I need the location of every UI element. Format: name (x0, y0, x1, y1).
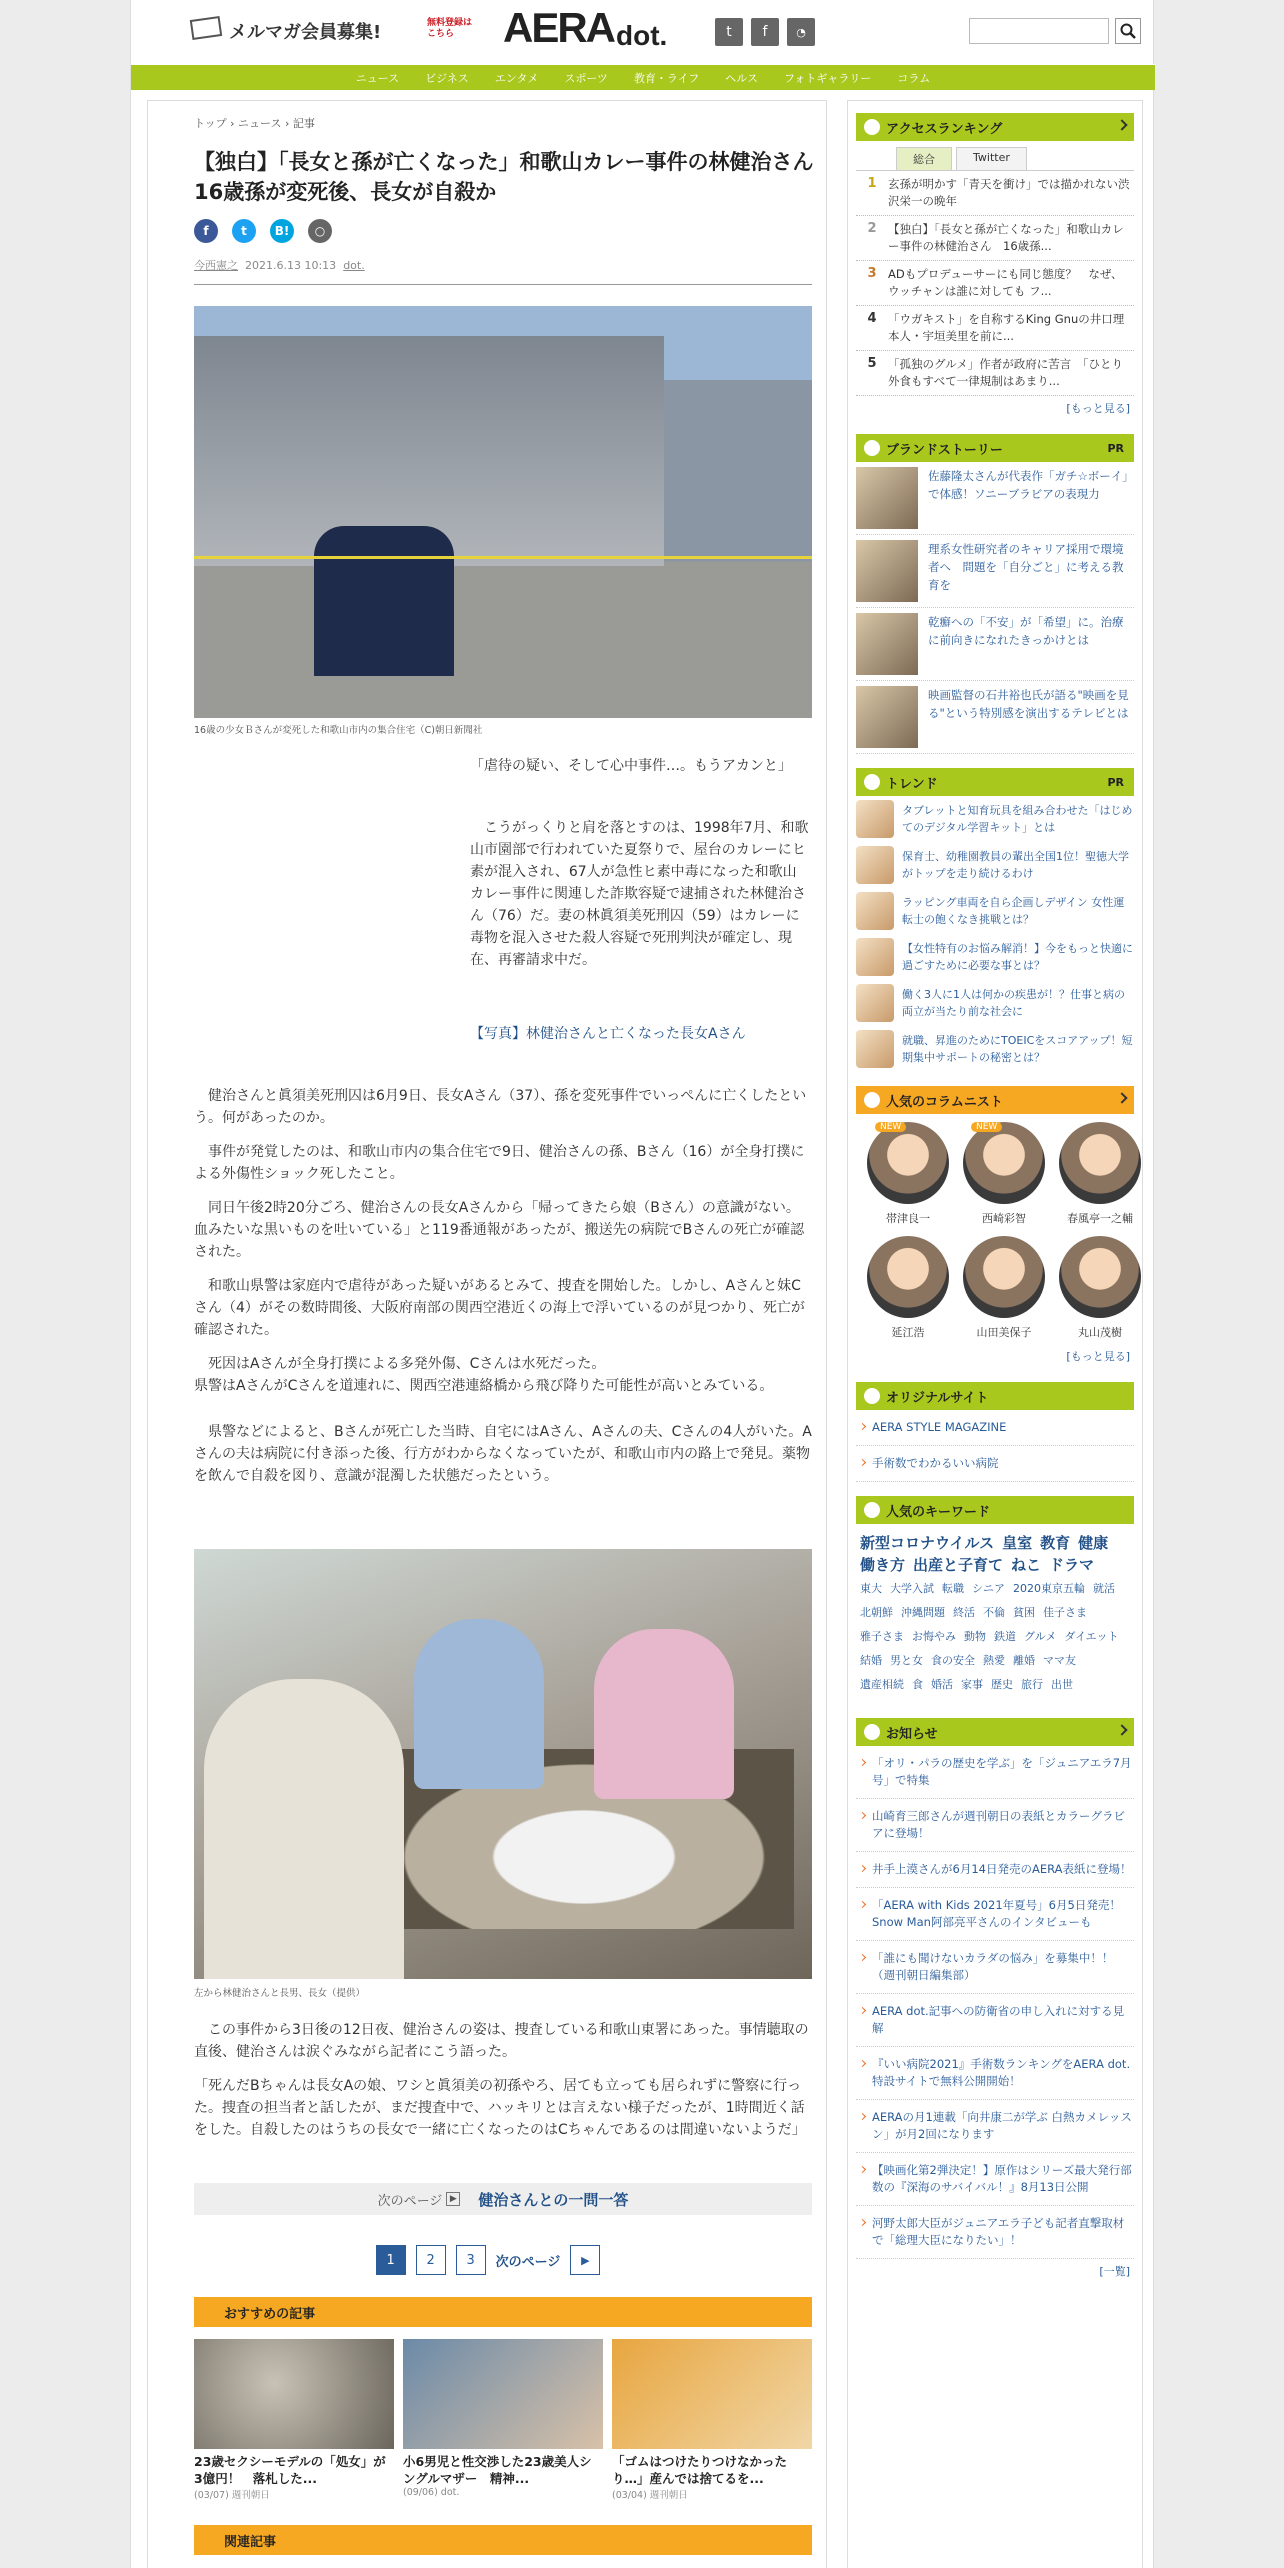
keyword-link[interactable]: 遺産相続 (860, 1678, 904, 1691)
trend-header (856, 768, 1134, 796)
brand-story-item[interactable] (856, 535, 1134, 608)
notice-link[interactable]: 『いい病院2021』手術数ランキングをAERA dot.特設サイトで無料公開開始！ (856, 2047, 1134, 2100)
columnist-avatar (867, 1236, 949, 1318)
trend-box (856, 768, 1134, 1072)
site-header (131, 0, 1155, 64)
columnist-name: 春風亭一之輔 (1067, 1212, 1133, 1225)
card-2-image (403, 2339, 603, 2449)
keyword-link[interactable]: 終活 (953, 1606, 975, 1619)
original-header (856, 1382, 1134, 1410)
next-page-arrow-icon[interactable]: ▶ (570, 2245, 600, 2275)
brand-thumbnail (856, 686, 918, 748)
logo-sub: dot. (616, 20, 668, 51)
pr-label: PR (1107, 775, 1124, 789)
card-3-image (612, 2339, 812, 2449)
columnist-item[interactable] (860, 1236, 956, 1340)
target-icon (864, 1502, 880, 1518)
card-1-image (194, 2339, 394, 2449)
original-title: オリジナルサイト (886, 1390, 989, 1406)
person-center (414, 1619, 544, 1789)
paragraph-9: この事件から3日後の12日夜、健治さんの姿は、捜査している和歌山東署にあった。事情聴取の直後、健治さんは涙ぐみながら記者にこう語った。 (194, 2022, 809, 2060)
keyword-link[interactable]: シニア (972, 1582, 1005, 1595)
trend-title: 就職、昇進のためにTOEICをスコアアップ！短期集中サポートの秘密とは？ (902, 1034, 1133, 1064)
photo-2-caption: 左から林健治さんと長男、長女（提供） (194, 1988, 366, 1999)
trend-title: トレンド (886, 776, 938, 792)
register-link[interactable]: 無料登録は こちら (427, 18, 473, 39)
next-page-banner[interactable] (194, 2183, 812, 2215)
trend-item[interactable] (856, 980, 1134, 1026)
related-header (194, 2525, 812, 2555)
keyword-link[interactable]: 東大 (860, 1582, 882, 1595)
columnist-name: 山田美保子 (976, 1326, 1032, 1339)
keyword-link[interactable]: 鉄道 (994, 1630, 1016, 1643)
columnist-avatar (1059, 1236, 1141, 1318)
trend-title: ラッピング車両を自ら企画しデザイン 女性運転士の飽くなき挑戦とは？ (902, 896, 1125, 926)
notice-link[interactable]: 【映画化第2弾決定！】原作はシリーズ最大発行部数の『深海のサバイバル！』8月13日公開 (856, 2153, 1134, 2206)
trend-item[interactable] (856, 888, 1134, 934)
keyword-link[interactable]: お悔やみ (912, 1630, 956, 1643)
columnist-header[interactable] (856, 1086, 1134, 1114)
notice-link[interactable]: AERA dot.記事への防衛省の申し入れに対する見解 (856, 1994, 1134, 2047)
keyword-link[interactable]: 歴史 (991, 1678, 1013, 1691)
paragraph-4: 事件が発覚したのは、和歌山市内の集合住宅で9日、健治さんの孫、Bさん（16）が全身打撲による外傷性ショック死したこと。 (194, 1144, 805, 1182)
recommend-title: おすすめの記事 (224, 2306, 316, 2322)
brand-story-box (856, 434, 1134, 754)
columnist-item[interactable] (956, 1122, 1052, 1226)
search-input[interactable] (969, 18, 1109, 44)
photo-1-caption: 16歳の少女Ｂさんが変死した和歌山市内の集合住宅（C)朝日新聞社 (194, 725, 483, 736)
nav-item[interactable]: コラム (897, 72, 931, 85)
article-photo-2[interactable] (194, 1549, 812, 1979)
columnist-name: 丸山茂樹 (1078, 1326, 1122, 1339)
page-2[interactable]: 2 (416, 2245, 446, 2275)
keyword-link[interactable]: 働き方 (860, 1556, 906, 1574)
keyword-link[interactable]: 出世 (1051, 1678, 1073, 1691)
keyword-link[interactable]: 貧困 (1013, 1606, 1035, 1619)
ranking-item[interactable] (856, 216, 1134, 261)
page-1[interactable]: 1 (376, 2245, 406, 2275)
notice-link[interactable]: 井手上漠さんが6月14日発売のAERA表紙に登場！ (856, 1852, 1134, 1888)
chevron-right-icon (1116, 119, 1127, 130)
brand-story-item[interactable] (856, 462, 1134, 535)
card-3-title: 「ゴムはつけたりつけなかったり…」産んでは捨てるを... (612, 2454, 788, 2486)
columnist-more-link[interactable]: [もっと見る] (1066, 1350, 1130, 1363)
columnist-name: 西崎彩智 (982, 1212, 1026, 1225)
keyword-link[interactable]: 就活 (1093, 1582, 1115, 1595)
twitter-share-icon[interactable]: t (232, 219, 256, 243)
keyword-link[interactable]: 動物 (964, 1630, 986, 1643)
keyword-link[interactable]: 家事 (961, 1678, 983, 1691)
ranking-title: アクセスランキング (886, 121, 1003, 137)
original-site-box (856, 1382, 1134, 1482)
author[interactable]: 今西憲之 (194, 259, 238, 272)
mailmag-link[interactable]: メルマガ会員募集! (229, 22, 382, 43)
columnist-name: 延江浩 (891, 1326, 925, 1339)
nav-item[interactable]: フォトギャラリー (783, 72, 872, 85)
keyword-link[interactable]: ママ友 (1043, 1654, 1076, 1667)
nav-item[interactable]: 教育・ライフ (633, 72, 700, 85)
ranking-list (856, 171, 1134, 396)
logo-main: AERA (503, 4, 615, 51)
notice-header[interactable] (856, 1718, 1134, 1746)
brand-story-item[interactable] (856, 681, 1134, 754)
brand-thumbnail (856, 613, 918, 675)
keyword-link[interactable]: 離婚 (1013, 1654, 1035, 1667)
brand-story-title: 佐藤隆太さんが代表作「ガチ☆ボーイ」で体感！ソニーブラビアの表現力 (928, 469, 1134, 501)
trend-thumbnail (856, 800, 894, 838)
article-photo-1[interactable] (194, 306, 812, 718)
notice-title: お知らせ (886, 1726, 938, 1742)
columnist-avatar (963, 1236, 1045, 1318)
notice-link[interactable]: 「オリ・パラの歴史を学ぶ」を「ジュニアエラ7月号」で特集 (856, 1746, 1134, 1799)
ranking-item-title: 【独白】「長女と孫が亡くなった」和歌山カレー事件の林健治さん 16歳孫... (888, 222, 1124, 253)
trend-item[interactable] (856, 796, 1134, 842)
columnist-item[interactable] (956, 1236, 1052, 1340)
rank-number: 1 (867, 176, 877, 191)
keyword-link[interactable]: 教育 (1040, 1534, 1071, 1552)
hatena-bookmark-icon[interactable]: B! (270, 219, 294, 243)
trend-thumbnail (856, 846, 894, 884)
trend-thumbnail (856, 984, 894, 1022)
pr-label: PR (1107, 441, 1124, 455)
trend-list (856, 796, 1134, 1072)
keyword-link[interactable]: 北朝鮮 (860, 1606, 893, 1619)
new-badge: NEW (971, 1122, 1002, 1132)
keyword-link[interactable]: 旅行 (1021, 1678, 1043, 1691)
keyword-link[interactable]: 結婚 (860, 1654, 882, 1667)
columnist-item[interactable] (1052, 1122, 1148, 1226)
paragraph-6: 和歌山県警は家庭内で虐待があった疑いがあるとみて、捜査を開始した。しかし、Aさんと妹Cさん（4）がその数時間後、大阪府南部の関西空港近くの海上で浮いているのが見つかり、死亡が確認された。 (194, 1278, 805, 1338)
nav-item[interactable]: ビジネス (425, 72, 469, 85)
comment-icon[interactable]: ○ (308, 219, 332, 243)
brand-header (856, 434, 1134, 462)
keyword-link[interactable]: 2020東京五輪 (1013, 1582, 1085, 1595)
new-badge: NEW (875, 1122, 906, 1132)
main-column (147, 100, 835, 2568)
trend-title: 保育士、幼稚園教員の輩出全国1位！聖徳大学がトップを走り続けるわけ (902, 850, 1129, 880)
brand-story-item[interactable] (856, 608, 1134, 681)
divider (194, 284, 812, 285)
global-nav (131, 64, 1155, 90)
nav-item[interactable]: ヘルス (725, 72, 758, 85)
pen-icon (864, 1092, 880, 1108)
ranking-item-title: 「孤独のグルメ」作者が政府に苦言 「ひとり外食もすべて一律規制はあまり... (888, 357, 1124, 388)
keyword-link[interactable]: グルメ (1024, 1630, 1057, 1643)
chevron-right-icon (1116, 1092, 1127, 1103)
ranking-item-title: 「ウガキスト」を自称するKing Gnuの井口理 本人・宇垣美里を前に... (888, 312, 1136, 343)
trend-title: 働く3人に1人は何かの疾患が！？仕事と病の両立が当たり前な社会に (902, 988, 1125, 1018)
trend-item[interactable] (856, 934, 1134, 980)
card-2-date: (09/06) dot. (403, 2487, 460, 2498)
recommend-card-2[interactable] (403, 2339, 603, 2498)
brand-story-title: 映画監督の石井裕也氏が語る"映画を見る"という特別感を演出するテレビとは (928, 688, 1129, 720)
rank-number: 3 (867, 266, 877, 281)
paragraph-5: 同日午後2時20分ごろ、健治さんの長女Aさんから「帰ってきたら娘（Bさん）の意識がない。血みたいな黒いものを吐いている」と119番通報があったが、搬送先の病院でBさんの死亡が確認された。 (194, 1200, 805, 1260)
brand-thumbnail (856, 540, 918, 602)
ranking-item-title: ADもプロデューサーにも同じ態度？ なぜ、ウッチャンは誰に対しても フ... (888, 267, 1123, 298)
columnist-name: 帯津良一 (886, 1212, 930, 1225)
ranking-item-title: 玄孫が明かす「青天を衝け」では描かれない渋沢栄一の晩年 (888, 177, 1130, 208)
nav-item[interactable]: エンタメ (494, 72, 539, 85)
nav-item[interactable]: スポーツ (564, 72, 608, 85)
keyword-link[interactable]: 新型コロナウイルス (860, 1534, 995, 1552)
person-icon (864, 440, 880, 456)
paragraph-7: 死因はAさんが全身打撲による多発外傷、Cさんは水死だった。 県警はAさんがCさんを道連れに、関西空港連絡橋から飛び降りた可能性が高いとみている。 (194, 1356, 774, 1394)
keyword-link[interactable]: 転職 (942, 1582, 964, 1595)
columnist-avatar (1059, 1122, 1141, 1204)
byline (194, 257, 365, 273)
trend-thumbnail (856, 938, 894, 976)
ranking-tabs (856, 141, 1134, 171)
twitter-icon[interactable]: t (715, 18, 743, 46)
brand-list (856, 462, 1134, 754)
trend-item[interactable] (856, 842, 1134, 888)
ranking-item[interactable] (856, 261, 1134, 306)
card-1-title: 23歳セクシーモデルの「処女」が3億円！ 落札した... (194, 2454, 386, 2486)
ranking-box (856, 113, 1134, 420)
ranking-item[interactable] (856, 306, 1134, 351)
keyword-link[interactable]: 出産と子育て (913, 1556, 1004, 1574)
columnist-grid (856, 1114, 1134, 1344)
columnist-avatar (867, 1122, 949, 1204)
ranking-item[interactable] (856, 171, 1134, 216)
notice-list (856, 1746, 1134, 2259)
search-button[interactable] (1115, 18, 1141, 44)
next-page-link[interactable]: 次のページ (495, 2254, 561, 2270)
brand-story-title: 乾癬への「不安」が「希望」に。治療に前向きになれたきっかけとは (928, 615, 1124, 647)
date: 2021.6.13 10:13 (245, 259, 337, 272)
brand-title: ブランドストーリー (886, 442, 1003, 458)
chevron-right-icon (1116, 1724, 1127, 1735)
recommend-card-1[interactable] (194, 2339, 394, 2501)
keyword-cloud (856, 1524, 1134, 1704)
paragraph-3: 健治さんと眞須美死刑囚は6月9日、長女Aさん（37）、孫を変死事件でいっぺんに亡くしたという。何があったのか。 (194, 1088, 807, 1126)
trend-title: 【女性特有のお悩み解消！】今をもっと快適に過ごすために必要な事とは？ (902, 942, 1133, 972)
site-logo[interactable] (503, 4, 667, 52)
keyword-title: 人気のキーワード (886, 1504, 991, 1520)
ranking-icon (864, 119, 880, 135)
next-arrow-icon: ▶ (446, 2192, 460, 2206)
keyword-link[interactable]: ねこ (1011, 1556, 1042, 1574)
paragraph-8: 県警などによると、Bさんが死亡した当時、自宅にはAさん、Aさんの夫、Cさんの4人がいた。Aさんの夫は病院に付き添った後、行方がわからなくなっていたが、和歌山市内の路上で発見。薬物を飲んで自殺を図り、意識が混濁した状態だったという。 (194, 1424, 812, 1484)
facebook-share-icon[interactable]: f (194, 219, 218, 243)
keyword-link[interactable]: 男と女 (890, 1654, 923, 1667)
ranking-header[interactable] (856, 113, 1134, 141)
columnist-item[interactable] (860, 1122, 956, 1226)
police-tape (194, 556, 812, 559)
columnist-item[interactable] (1052, 1236, 1148, 1340)
notice-link[interactable]: 「AERA with Kids 2021年夏号」6月5日発売！Snow Man阿部亮平さんのインタビューも (856, 1888, 1134, 1941)
source[interactable]: dot. (343, 259, 365, 272)
keyword-link[interactable]: 佳子さま (1043, 1606, 1087, 1619)
sidebar (847, 100, 1143, 2568)
original-site-link[interactable]: AERA STYLE MAGAZINE (856, 1410, 1134, 1446)
search-icon (1120, 23, 1136, 39)
paragraph-1: 「虐待の疑い、そして心中事件…。もうアカンと」 (470, 758, 792, 774)
notice-box (856, 1718, 1134, 2283)
rank-number: 4 (867, 311, 877, 326)
nav-item[interactable]: ニュース (355, 72, 400, 85)
page (130, 0, 1154, 2568)
keyword-link[interactable]: 大学入試 (890, 1582, 934, 1595)
related-title: 関連記事 (224, 2534, 277, 2550)
globe-icon (864, 1388, 880, 1404)
mail-envelope-icon[interactable] (190, 16, 222, 40)
columnist-avatar (963, 1122, 1045, 1204)
tab-twitter[interactable]: Twitter (956, 147, 1027, 170)
ranking-more-link[interactable]: [もっと見る] (1066, 402, 1130, 415)
arrow-icon (864, 774, 880, 790)
paragraph-10: 「死んだBちゃんは長女Aの娘、ワシと眞須美の初孫やろ、居ても立っても居られずに警察に行った。捜査の担当者と話したが、まだ捜査中で、ハッキリとは言えない様子だったが、1時間近く話をした。自殺したのはうちの長女で一緒に亡くなったのはCちゃんであるのは間違いないようだ」 (194, 2078, 806, 2138)
brand-thumbnail (856, 467, 918, 529)
card-3-date: (03/04) 週刊朝日 (612, 2490, 688, 2501)
keyword-header (856, 1496, 1134, 1524)
columnist-title: 人気のコラムニスト (886, 1094, 1003, 1110)
paragraph-2: こうがっくりと肩を落とすのは、1998年7月、和歌山市園部で行われていた夏祭りで、屋台のカレーにヒ素が混入され、67人が急性ヒ素中毒になった和歌山カレー事件に関連した詐欺容疑で逮捕された林健治さん（76）だ。妻の林眞須美死刑囚（59）はカレーに毒物を混入させた殺人容疑で死刑判決が確定し、現在、再審請求中だ。 (470, 820, 809, 968)
notice-link[interactable]: 山崎育三郎さんが週刊朝日の表紙とカラーグラビアに登場！ (856, 1799, 1134, 1852)
pagination (148, 2245, 828, 2275)
notice-link[interactable]: 河野太郎大臣がジュニアエラ子ども記者直撃取材で「総理大臣になりたい」！ (856, 2206, 1134, 2259)
keyword-link[interactable]: 婚活 (931, 1678, 953, 1691)
officers (314, 526, 454, 676)
brand-story-title: 理系女性研究者のキャリア採用で環境者へ 問題を「自分ごと」に考える教育を (928, 542, 1124, 592)
rank-number: 5 (867, 356, 877, 371)
facebook-icon[interactable]: f (751, 18, 779, 46)
person-left (204, 1679, 404, 1979)
keyword-box (856, 1496, 1134, 1704)
keyword-link[interactable]: 食 (912, 1678, 923, 1691)
breadcrumb: トップ › ニュース › 記事 (194, 117, 315, 130)
trend-thumbnail (856, 1030, 894, 1068)
keyword-link[interactable]: ダイエット (1064, 1630, 1119, 1643)
card-2-title: 小6男児と性交渉した23歳美人シングルマザー 精神... (403, 2454, 592, 2486)
original-site-link[interactable]: 手術数でわかるいい病院 (856, 1446, 1134, 1482)
keyword-link[interactable]: 皇室 (1002, 1534, 1033, 1552)
notice-link[interactable]: AERAの月1連載「向井康二が学ぶ 白熱カメレッスン」が月2回になります (856, 2100, 1134, 2153)
info-icon (864, 1724, 880, 1740)
columnist-box (856, 1086, 1134, 1368)
photo-link[interactable]: 【写真】林健治さんと亡くなった長女Aさん (470, 1026, 746, 1042)
recommend-header (194, 2297, 812, 2327)
keyword-link[interactable]: 不倫 (983, 1606, 1005, 1619)
trend-title: タブレットと知育玩具を組み合わせた「はじめてのデジタル学習キット」とは (902, 804, 1133, 834)
notice-more-link[interactable]: [一覧] (1099, 2265, 1130, 2278)
card-1-date: (03/07) 週刊朝日 (194, 2490, 270, 2501)
article-title: 【独白】「長女と孫が亡くなった」和歌山カレー事件の林健治さん 16歳孫が変死後、長女が自殺か (194, 150, 835, 204)
next-page-title: 健治さんとの一問一答 (478, 2190, 629, 2209)
person-right (594, 1629, 734, 1799)
original-list (856, 1410, 1134, 1482)
recommend-card-3[interactable] (612, 2339, 812, 2501)
tab-overall[interactable]: 総合 (896, 147, 952, 170)
notice-link[interactable]: 「誰にも聞けないカラダの悩み」を募集中！！（週刊朝日編集部） (856, 1941, 1134, 1994)
trend-item[interactable] (856, 1026, 1134, 1072)
keyword-link[interactable]: 沖縄問題 (901, 1606, 945, 1619)
keyword-link[interactable]: 熱愛 (983, 1654, 1005, 1667)
keyword-link[interactable]: 雅子さま (860, 1630, 904, 1643)
next-page-label: 次のページ (377, 2193, 443, 2209)
ranking-item[interactable] (856, 351, 1134, 396)
keyword-link[interactable]: ドラマ (1049, 1556, 1095, 1574)
keyword-link[interactable]: 健康 (1078, 1534, 1109, 1552)
rank-number: 2 (867, 221, 877, 236)
rss-icon[interactable]: ◔ (787, 18, 815, 46)
trend-thumbnail (856, 892, 894, 930)
share-buttons (194, 219, 332, 243)
page-3[interactable]: 3 (456, 2245, 486, 2275)
keyword-link[interactable]: 食の安全 (931, 1654, 975, 1667)
